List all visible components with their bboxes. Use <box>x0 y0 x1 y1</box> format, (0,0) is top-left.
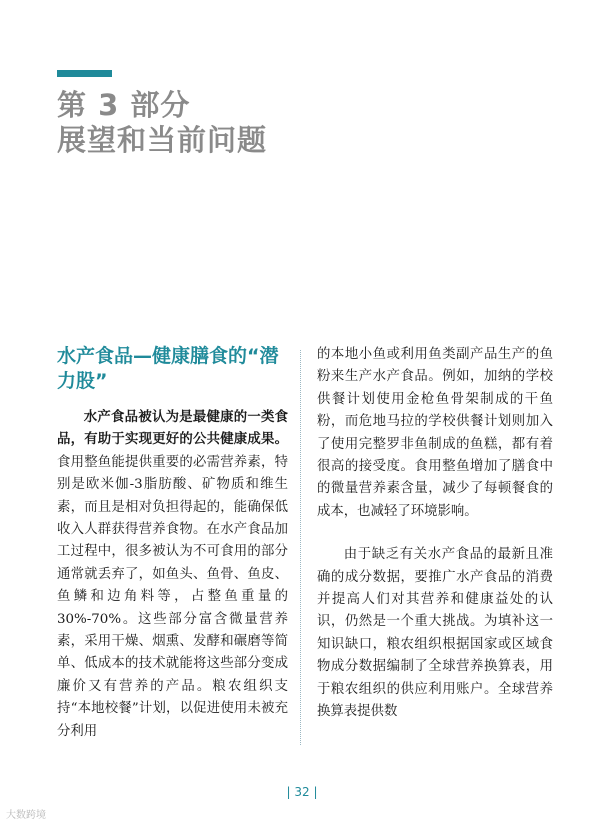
page-number: | 32 | <box>286 785 318 799</box>
column-divider <box>300 350 301 745</box>
chapter-name: 展望和当前问题 <box>57 123 268 157</box>
right-paragraph-2: 由于缺乏有关水产食品的最新且准确的成分数据，要推广水产食品的消费并提高人们对其营养和健康益处的认识，仍然是一个重大挑战。为填补这一知识缺口，粮农组织根据国家或区域食物成分数据编制了全球营养换算表，用于粮农组织的供应利用账户。全球营养换算表提供数 <box>317 547 553 720</box>
chapter-title <box>57 88 537 158</box>
section-heading: 水产食品—健康膳食的“潜力股” <box>57 345 279 392</box>
right-paragraph-1: 的本地小鱼或利用鱼类副产品生产的鱼粉来生产水产食品。例如，加纳的学校供餐计划使用金枪鱼骨架制成的干鱼粉，而危地马拉的学校供餐计划则加入了使用完整罗非鱼制成的鱼糕，都有着很高的接受度。食用整鱼增加了膳食中的微量营养素含量，减少了每顿餐食的成本，也减轻了环境影响。 <box>317 347 553 519</box>
left-body-text: 食用整鱼能提供重要的必需营养素，特别是欧米伽-3脂肪酸、矿物质和维生素，而且是相对负担得起的，能确保低收入人群获得营养食物。在水产食品加工过程中，很多被认为不可食用的部分通常就丢弃了，如鱼头、鱼骨、鱼皮、鱼鳞和边角料等，占整鱼重量的30%-70%。这些部分富含微量营养素，采用干燥、烟熏、发酵和碾磨等简单、低成本的技术就能将这些部分变成廉价又有营养的产品。粮农组织支持“本地校餐”计划，以促进使用未被充分利用 <box>57 454 288 739</box>
lead-sentence: 水产食品被认为是最健康的一类食品，有助于实现更好的公共健康成果。 <box>57 410 288 448</box>
chapter-accent-bar <box>57 70 112 77</box>
chapter-number: 第 3 部分 <box>57 88 191 122</box>
left-paragraph <box>57 407 288 743</box>
right-column <box>317 344 553 724</box>
left-column <box>57 344 288 743</box>
watermark: 大数跨境 <box>6 810 46 821</box>
